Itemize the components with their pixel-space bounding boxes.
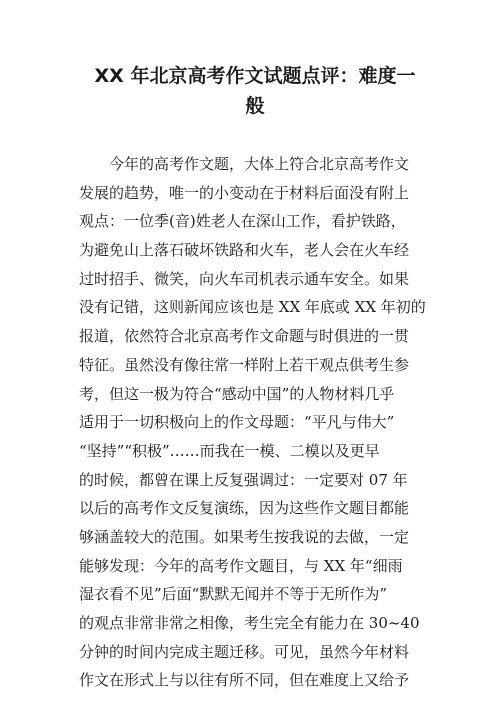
text-line: 作文在形式上与以往有所不同，但在难度上又给予: [79, 671, 410, 690]
title-line-1: XX 年北京高考作文试题点评：难度一: [94, 65, 416, 87]
text-line: 的观点非常非常之相像，考生完全有能力在 30~40: [79, 614, 420, 632]
text-line: 能够发现：今年的高考作文题目，与 XX 年“细雨: [79, 556, 403, 575]
text-line: 发展的趋势，唯一的小变动在于材料后面没有附上: [79, 183, 410, 202]
text-line: 以后的高考作文反复演练，因为这些作文题目都能: [79, 499, 410, 518]
document-title: [70, 61, 440, 121]
text-line: 今年的高考作文题，大体上符合北京高考作文: [109, 155, 410, 173]
text-line: “坚持”“积极”……而我在一模、二模以及更早: [79, 441, 380, 460]
text-line: 过时招手、微笑，向火车司机表示通车安全。如果: [79, 269, 410, 288]
title-line-2: 般: [245, 95, 265, 117]
text-line: 特征。虽然没有像往常一样附上若干观点供考生参: [79, 355, 410, 374]
text-line: 的时候，都曾在课上反复强调过：一定要对 07 年: [79, 470, 408, 489]
body-paragraph: [79, 150, 426, 695]
text-line: 为避免山上落石破坏铁路和火车，老人会在火车经: [79, 241, 410, 260]
text-line: 够涵盖较大的范围。如果考生按我说的去做，一定: [79, 527, 410, 546]
text-line: 报道，依然符合北京高考作文命题与时俱进的一贯: [79, 327, 410, 346]
text-line: 没有记错，这则新闻应该也是 XX 年底或 XX 年初的: [79, 298, 426, 317]
text-line: 适用于一切积极向上的作文母题：“平凡与伟大”: [79, 413, 395, 432]
text-line: 分钟的时间内完成主题迁移。可见，虽然今年材料: [79, 642, 410, 661]
text-line: 观点：一位季(音)姓老人在深山工作，看护铁路，: [79, 212, 406, 231]
text-line: 湿衣看不见”后面“默默无闻并不等于无所作为”: [79, 585, 388, 604]
text-line: 考，但这一极为符合“感动中国”的人物材料几乎: [79, 384, 395, 403]
